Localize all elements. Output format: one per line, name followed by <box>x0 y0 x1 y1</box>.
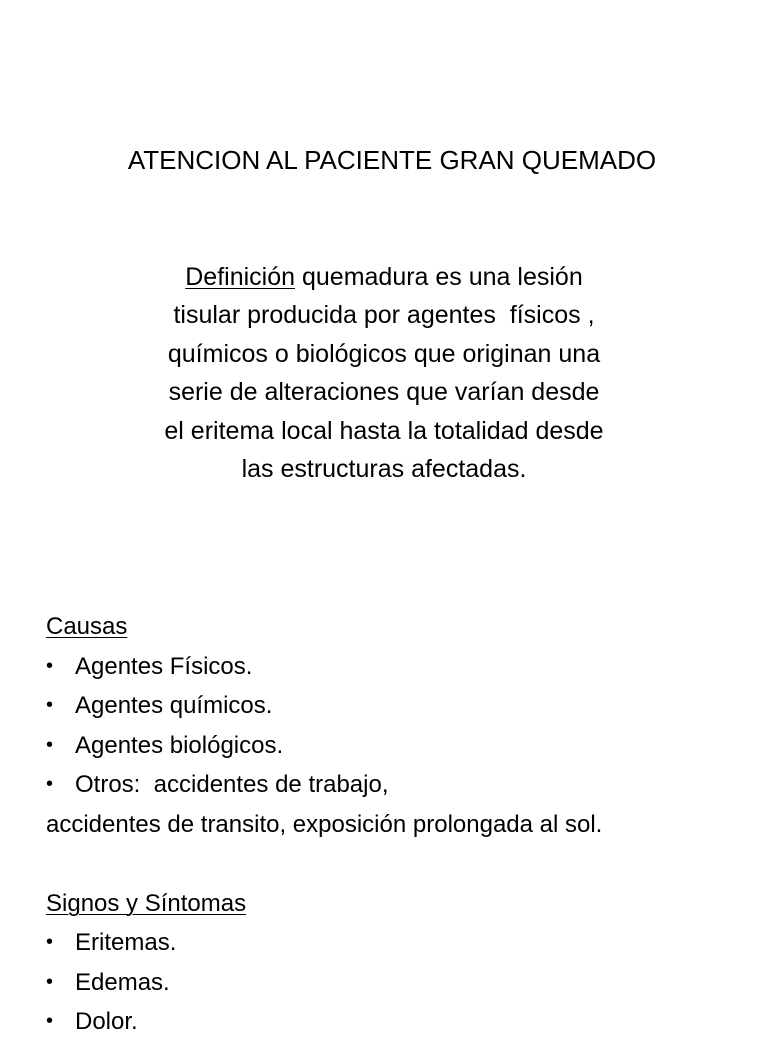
list-item-text: Otros: accidentes de trabajo, <box>75 771 389 799</box>
causas-continuation: accidentes de transito, exposición prolongada al sol. <box>46 810 603 838</box>
definition-line: el eritema local hasta la totalidad desde <box>164 416 604 445</box>
bullet-icon: • <box>46 654 54 677</box>
list-item <box>46 765 756 805</box>
list-item <box>46 1002 756 1042</box>
list-item <box>46 963 756 1003</box>
bullet-icon: • <box>46 733 54 756</box>
definition-line: tisular producida por agentes físicos , <box>173 301 595 330</box>
content-sections <box>46 607 756 1042</box>
list-item-text: Edemas. <box>75 968 170 996</box>
causas-heading: Causas <box>46 613 128 640</box>
slide-title: ATENCION AL PACIENTE GRAN QUEMADO <box>127 145 657 175</box>
list-item-text: Agentes Físicos. <box>75 652 253 680</box>
bullet-icon: • <box>46 694 54 717</box>
bullet-icon: • <box>46 970 54 993</box>
definition-paragraph <box>0 258 768 488</box>
bullet-icon: • <box>46 773 54 796</box>
list-item-text: Eritemas. <box>75 929 177 957</box>
list-item-text: Dolor. <box>75 1008 138 1036</box>
definition-line: serie de alteraciones que varían desde <box>168 378 600 407</box>
list-item-text: Agentes biológicos. <box>75 731 284 759</box>
list-item-text: Agentes químicos. <box>75 692 273 720</box>
definition-line: las estructuras afectadas. <box>241 455 527 484</box>
list-item <box>46 923 756 963</box>
bullet-icon: • <box>46 1010 54 1033</box>
section-spacer <box>46 845 756 884</box>
causas-list <box>46 647 756 805</box>
definition-line-1 <box>0 258 768 296</box>
signos-list <box>46 923 756 1042</box>
list-item <box>46 726 756 766</box>
definition-term: Definición <box>185 263 296 291</box>
list-item <box>46 686 756 726</box>
list-item <box>46 647 756 687</box>
definition-text: quemadura es una lesión <box>295 263 583 291</box>
signos-heading: Signos y Síntomas <box>46 889 247 917</box>
definition-line: químicos o biológicos que originan una <box>167 339 601 368</box>
bullet-icon: • <box>46 931 54 954</box>
